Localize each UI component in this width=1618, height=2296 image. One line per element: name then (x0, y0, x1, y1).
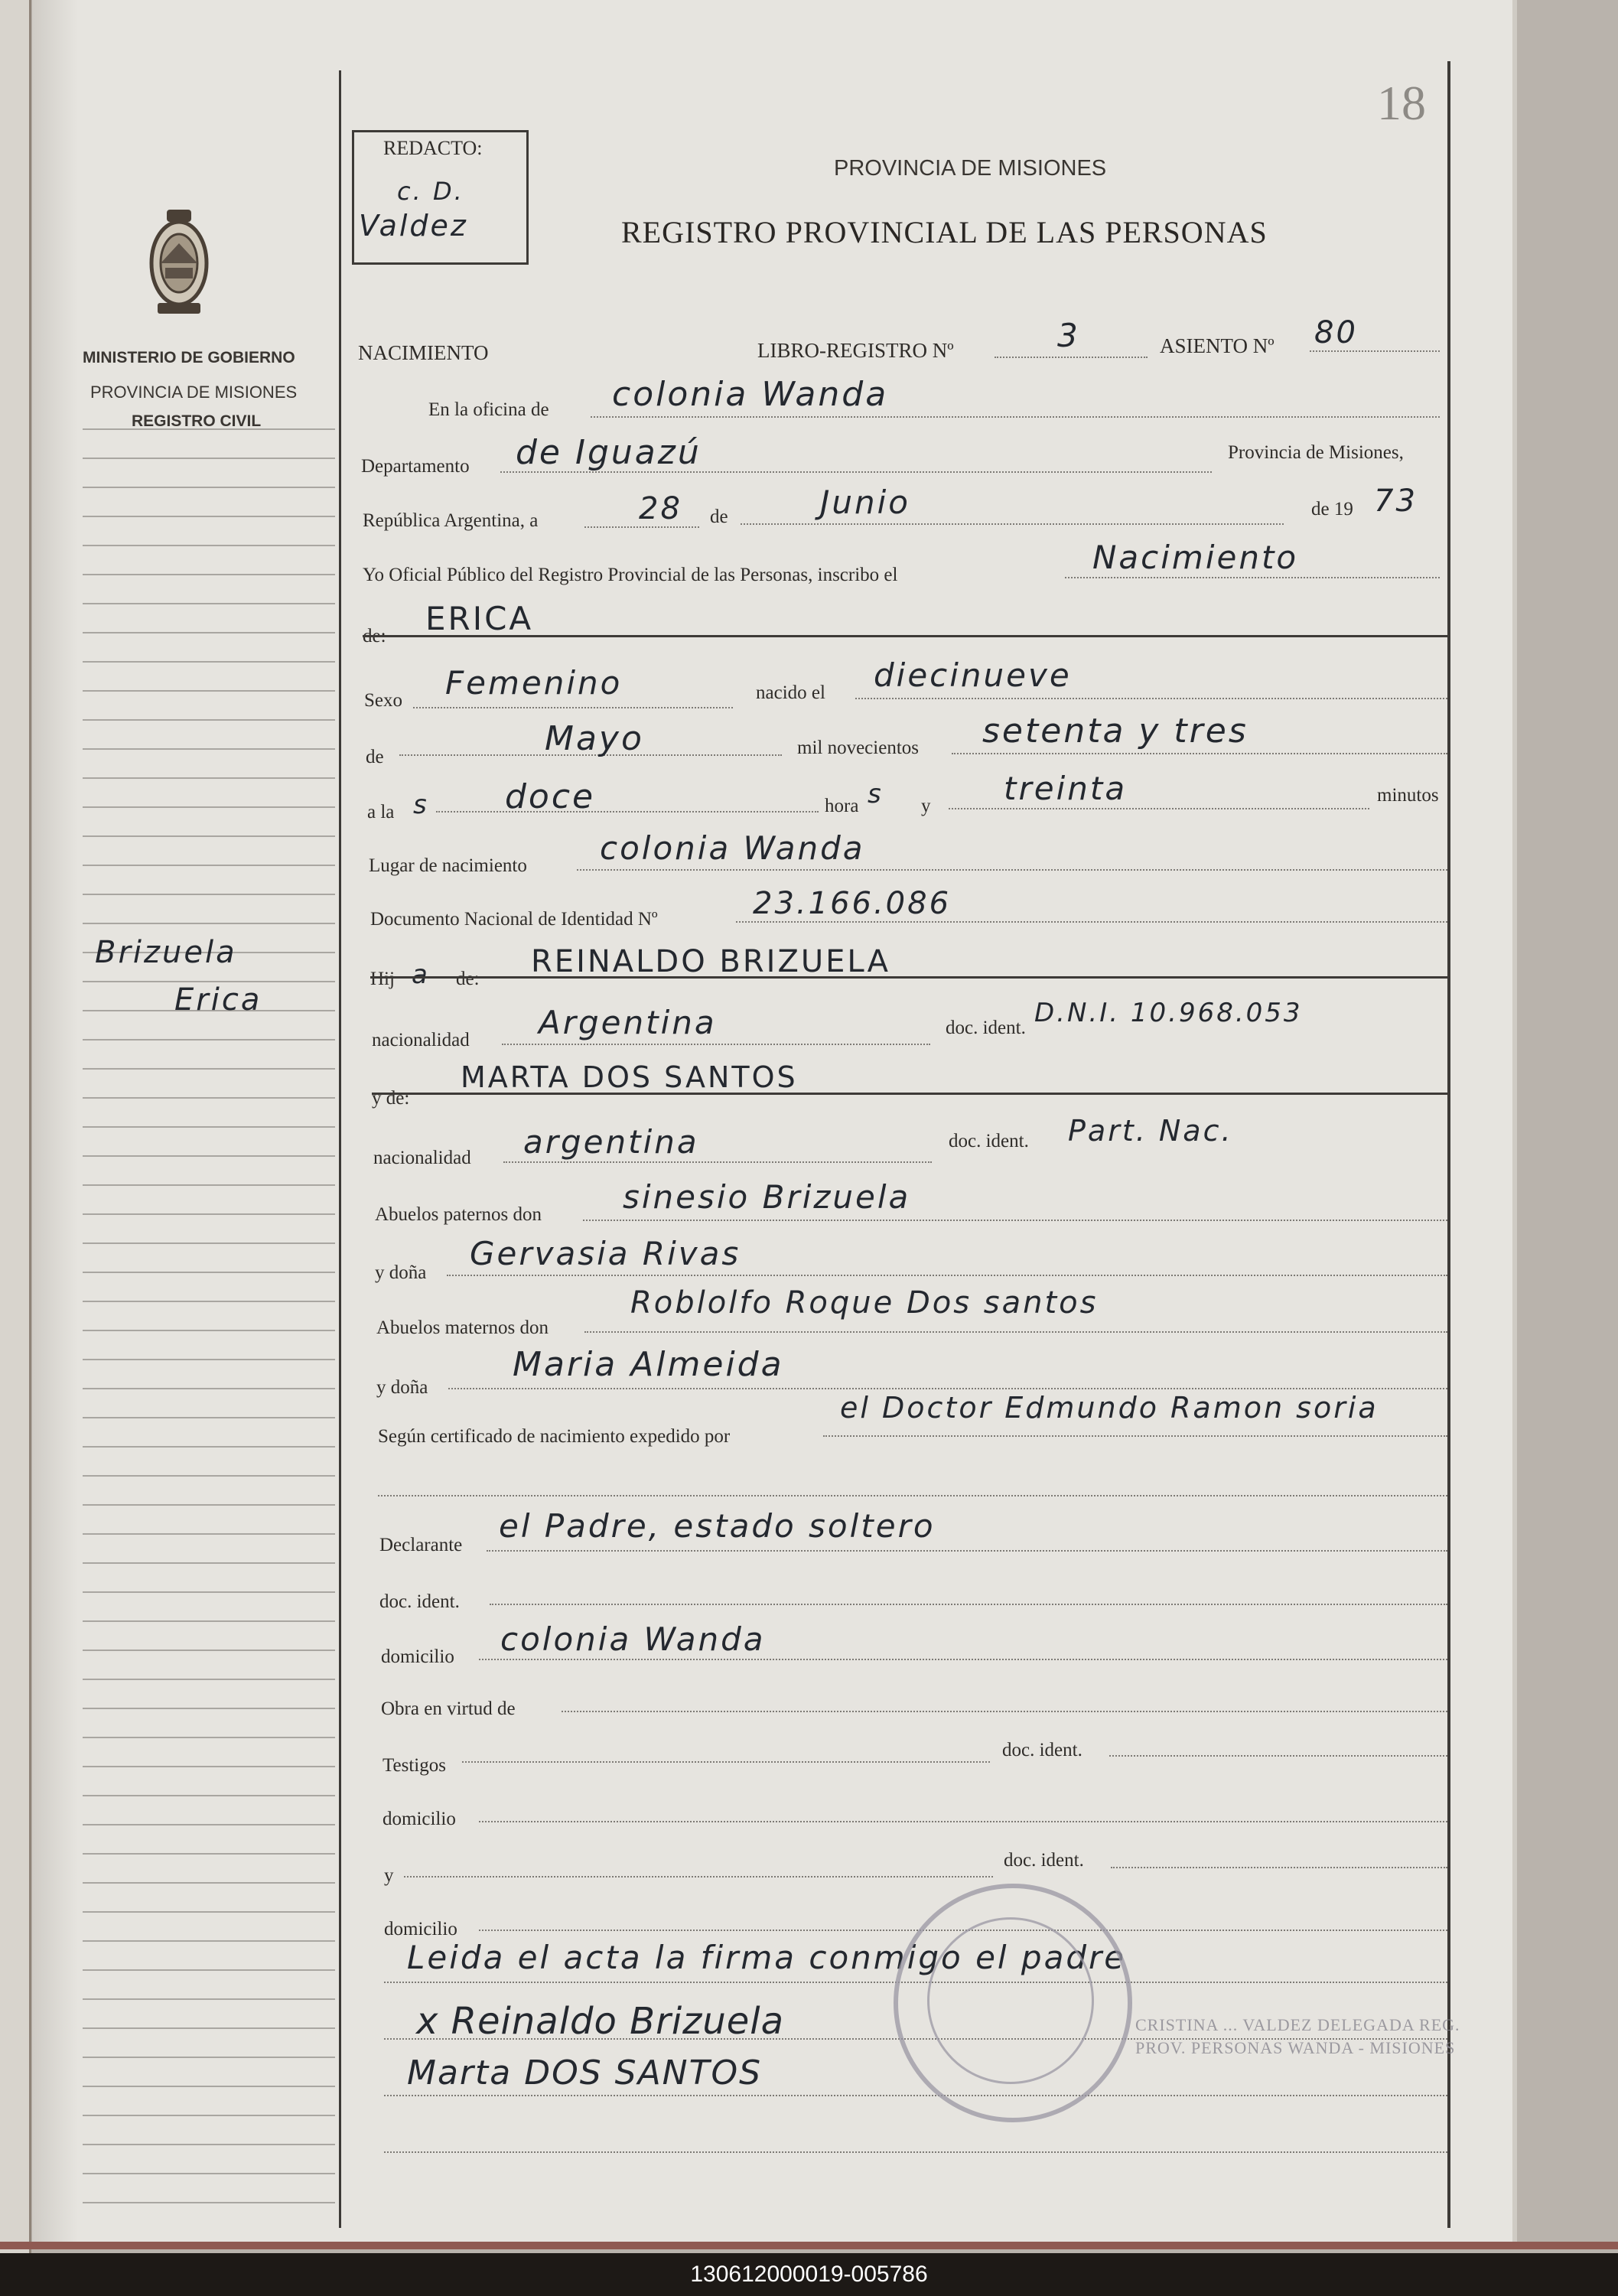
margin-ruling (83, 894, 335, 895)
register-page (32, 0, 1517, 2242)
margin-ruling (83, 1213, 335, 1215)
padre-doc-label: doc. ident. (946, 1018, 1026, 1038)
scan-identifier: 130612000019-005786 (0, 2253, 1618, 2296)
registry-text: REGISTRO CIVIL (132, 412, 262, 430)
testigos-doc-line (1109, 1755, 1447, 1757)
margin-ruling (83, 1969, 335, 1971)
record-type-label: NACIMIENTO (358, 341, 489, 364)
hija-label: Hij (370, 969, 395, 989)
certificado-line (823, 1435, 1447, 1437)
official-round-stamp (894, 1884, 1132, 2122)
dni-label: Documento Nacional de Identidad Nº (370, 909, 658, 930)
previous-page-edge (0, 0, 31, 2253)
lugar-value: colonia Wanda (600, 829, 865, 867)
asiento-value: 80 (1314, 315, 1358, 350)
inscribo-value: Nacimiento (1092, 539, 1299, 576)
abuelo-materno: Roblolfo Roque Dos santos (630, 1285, 1099, 1321)
mes-nacimiento-value: Mayo (545, 719, 644, 758)
month-line (741, 523, 1284, 525)
hora-label: hora (825, 796, 859, 816)
minutos-label: minutos (1377, 785, 1439, 806)
testigos-domicilio-line (479, 1821, 1447, 1822)
domicilio-label: domicilio (381, 1646, 454, 1667)
lugar-label: Lugar de nacimiento (369, 855, 527, 876)
margin-ruling (83, 1242, 335, 1244)
margin-ruling (83, 2173, 335, 2174)
testigos-line (462, 1761, 990, 1763)
madre-label: y de: (372, 1088, 410, 1109)
departamento-value: de Iguazú (516, 433, 702, 472)
mes-de-label: de (366, 747, 384, 767)
dni-line (736, 921, 1447, 923)
margin-ruling (83, 1911, 335, 1913)
closing-note: Leida el acta la firma conmigo el padre (407, 1939, 1127, 1976)
sexo-value: Femenino (445, 664, 623, 702)
margin-ruling (83, 458, 335, 459)
margin-ruling (83, 574, 335, 575)
margin-ruling (83, 2202, 335, 2203)
margin-ruling (83, 1562, 335, 1564)
hija-suffix: a (412, 959, 430, 990)
oficina-label: En la oficina de (428, 399, 549, 420)
abuela-m-line (448, 1388, 1447, 1389)
minutos-value: treinta (1004, 770, 1128, 807)
margin-ruling (83, 1272, 335, 1273)
abuela-materna-label: y doña (376, 1377, 428, 1398)
month-value: Junio (820, 484, 910, 521)
padre-doc: D.N.I. 10.968.053 (1034, 998, 1303, 1028)
day-de-label: de (710, 506, 728, 527)
dni-value: 23.166.086 (753, 886, 952, 921)
minutos-line (949, 808, 1369, 809)
testigos-doc-label: doc. ident. (1002, 1740, 1082, 1760)
abuelos-paternos-label: Abuelos paternos don (375, 1204, 542, 1225)
nacido-line (855, 698, 1447, 699)
redacto-initials: c. D. (397, 177, 464, 206)
margin-ruling (83, 1533, 335, 1535)
declarante-doc-label: doc. ident. (379, 1591, 460, 1612)
testigos-label: Testigos (383, 1755, 446, 1776)
testigo2-line (404, 1876, 993, 1878)
closing-line-3 (384, 2095, 1447, 2096)
certificado-line-2 (378, 1495, 1447, 1496)
day-line (584, 526, 699, 528)
margin-ruling (83, 2086, 335, 2087)
margin-ruling (83, 777, 335, 779)
abuela-p-line (447, 1275, 1447, 1276)
margin-ruling (83, 1824, 335, 1825)
margin-ruling (83, 487, 335, 488)
margin-ruling (83, 1737, 335, 1738)
margin-ruling (83, 1446, 335, 1448)
padre-nacionalidad-label: nacionalidad (372, 1030, 470, 1050)
mother-signature: Marta DOS SANTOS (407, 2053, 763, 2092)
margin-ruling (83, 1853, 335, 1855)
departamento-label: Departamento (361, 456, 470, 477)
certificado-label: Según certificado de nacimiento expedido por (378, 1426, 731, 1447)
nombre-value: ERICA (425, 600, 534, 637)
testigo2-domicilio-label: domicilio (384, 1919, 457, 1939)
madre-name: MARTA DOS SANTOS (461, 1060, 798, 1094)
margin-ruling (83, 2057, 335, 2058)
alas-label: a la (367, 802, 395, 822)
alas-suffix: s (413, 790, 429, 820)
header-province: PROVINCIA DE MISIONES (834, 156, 1107, 181)
libro-line (995, 357, 1148, 358)
margin-ruling (83, 632, 335, 633)
margin-ruling (83, 923, 335, 924)
year-suffix: 73 (1374, 484, 1418, 519)
certificado-value: el Doctor Edmundo Ramon soria (840, 1391, 1379, 1425)
provincial-seal-emblem (144, 205, 214, 327)
redacto-box (352, 130, 529, 265)
nombre-label: de: (363, 626, 386, 646)
margin-ruling (83, 748, 335, 750)
oficina-line (591, 416, 1440, 418)
father-signature: x Reinaldo Brizuela (416, 2000, 785, 2043)
abuelos-maternos-label: Abuelos maternos don (376, 1317, 549, 1338)
day-value: 28 (639, 491, 682, 526)
margin-ruling (83, 1097, 335, 1099)
padre-nacionalidad: Argentina (539, 1004, 717, 1041)
closing-line-4 (384, 2151, 1447, 2153)
madre-doc-label: doc. ident. (949, 1131, 1029, 1151)
domicilio-line (479, 1659, 1447, 1660)
anio-value: setenta y tres (982, 712, 1248, 751)
margin-ruling (83, 1795, 335, 1796)
page-title: REGISTRO PROVINCIAL DE LAS PERSONAS (621, 215, 1268, 249)
abuela-paterna-label: y doña (375, 1262, 427, 1283)
margin-ruling (83, 545, 335, 546)
declarante-line (487, 1550, 1447, 1552)
official-signature-stamp (1135, 2014, 1487, 2087)
margin-given-name: Erica (174, 982, 262, 1018)
margin-ruling (83, 1068, 335, 1070)
margin-ruling (83, 1679, 335, 1680)
margin-ruling (83, 1126, 335, 1128)
declarante-value: el Padre, estado soltero (499, 1507, 936, 1545)
margin-ruling (83, 1417, 335, 1418)
testigo2-doc-label: doc. ident. (1004, 1850, 1084, 1871)
nacido-label: nacido el (756, 682, 825, 703)
hora-value: doce (505, 777, 596, 816)
page-spine-shadow (32, 0, 78, 2242)
testigo2-doc-line (1111, 1867, 1447, 1868)
sexo-line (413, 707, 733, 708)
mil-novecientos-label: mil novecientos (797, 738, 919, 758)
margin-ruling (83, 516, 335, 517)
inscribo-label: Yo Oficial Público del Registro Provincial de las Personas, inscribo el (363, 565, 898, 585)
lugar-line (577, 869, 1447, 871)
provincia-suffix: Provincia de Misiones, (1228, 442, 1404, 463)
hora-line (436, 811, 819, 813)
margin-ruling (83, 661, 335, 663)
margin-ruling (83, 1301, 335, 1302)
testigos-domicilio-label: domicilio (383, 1809, 456, 1829)
year-prefix: de 19 (1311, 499, 1353, 519)
margin-ruling (83, 1620, 335, 1622)
minutos-y-label: y (921, 796, 931, 816)
obra-label: Obra en virtud de (381, 1698, 516, 1719)
madre-doc: Part. Nac. (1068, 1114, 1233, 1148)
anio-line (952, 753, 1447, 754)
oficina-value: colonia Wanda (612, 375, 889, 414)
nacido-value: diecinueve (874, 656, 1072, 694)
stamp-text: CRISTINA ... VALDEZ DELEGADA REG. PROV. PERSONAS WANDA - MISIONES (1135, 2015, 1460, 2057)
republica-label: República Argentina, a (363, 510, 539, 531)
margin-ruling (83, 1650, 335, 1651)
redacto-label: REDACTO: (383, 137, 483, 159)
abuela-paterna: Gervasia Rivas (470, 1235, 741, 1272)
redacto-name: Valdez (359, 209, 468, 243)
madre-nacionalidad-label: nacionalidad (373, 1148, 471, 1168)
margin-ruling (83, 1998, 335, 2000)
right-frame-line (1447, 61, 1450, 2228)
declarante-label: Declarante (379, 1535, 463, 1555)
obra-line (562, 1711, 1447, 1712)
margin-surname: Brizuela (95, 935, 237, 970)
margin-ruling (83, 1359, 335, 1360)
ministry-text: MINISTERIO DE GOBIERNO (83, 349, 295, 366)
margin-ruling (83, 603, 335, 604)
margin-ruling (83, 806, 335, 808)
domicilio-value: colonia Wanda (500, 1620, 766, 1658)
margin-ruling (83, 2144, 335, 2145)
margin-ruling (83, 1940, 335, 1942)
margin-ruling (83, 1475, 335, 1477)
abuelo-m-line (584, 1331, 1447, 1333)
margin-ruling (83, 1882, 335, 1884)
margin-ruling (83, 1184, 335, 1186)
left-province-text: PROVINCIA DE MISIONES (90, 383, 298, 402)
inscribo-line (1065, 577, 1440, 578)
libro-value: 3 (1057, 317, 1080, 354)
margin-ruling (83, 1155, 335, 1157)
margin-ruling (83, 1591, 335, 1593)
margin-ruling (83, 690, 335, 692)
margin-ruling (83, 1708, 335, 1709)
abuelo-p-line (583, 1220, 1447, 1221)
margin-ruling (83, 1504, 335, 1506)
abuela-materna: Maria Almeida (513, 1345, 784, 1384)
margin-ruling (83, 1766, 335, 1767)
padre-name: REINALDO BRIZUELA (531, 944, 890, 979)
hija-de-label: de: (456, 969, 480, 989)
madre-nacionalidad: argentina (523, 1123, 699, 1161)
madre-nac-line (503, 1161, 932, 1163)
left-frame-line (339, 70, 341, 2228)
asiento-line (1310, 350, 1440, 352)
libro-label: LIBRO-REGISTRO Nº (757, 339, 954, 362)
margin-ruling (83, 835, 335, 837)
margin-ruling (83, 1039, 335, 1041)
margin-ruling (83, 865, 335, 866)
hora-suffix: s (868, 779, 884, 809)
declarante-doc-line (490, 1604, 1447, 1605)
margin-ruling (83, 1388, 335, 1389)
margin-ruling (83, 1330, 335, 1331)
sexo-label: Sexo (364, 690, 402, 711)
asiento-label: ASIENTO Nº (1160, 334, 1275, 357)
page-number: 18 (1377, 76, 1426, 130)
margin-ruling (83, 2115, 335, 2116)
abuelo-paterno: sinesio Brizuela (623, 1178, 911, 1216)
page-bottom-edge (0, 2242, 1618, 2249)
margin-ruling (83, 719, 335, 721)
testigo2-y-label: y (384, 1865, 394, 1886)
padre-nac-line (502, 1044, 930, 1045)
margin-ruling (83, 2027, 335, 2029)
